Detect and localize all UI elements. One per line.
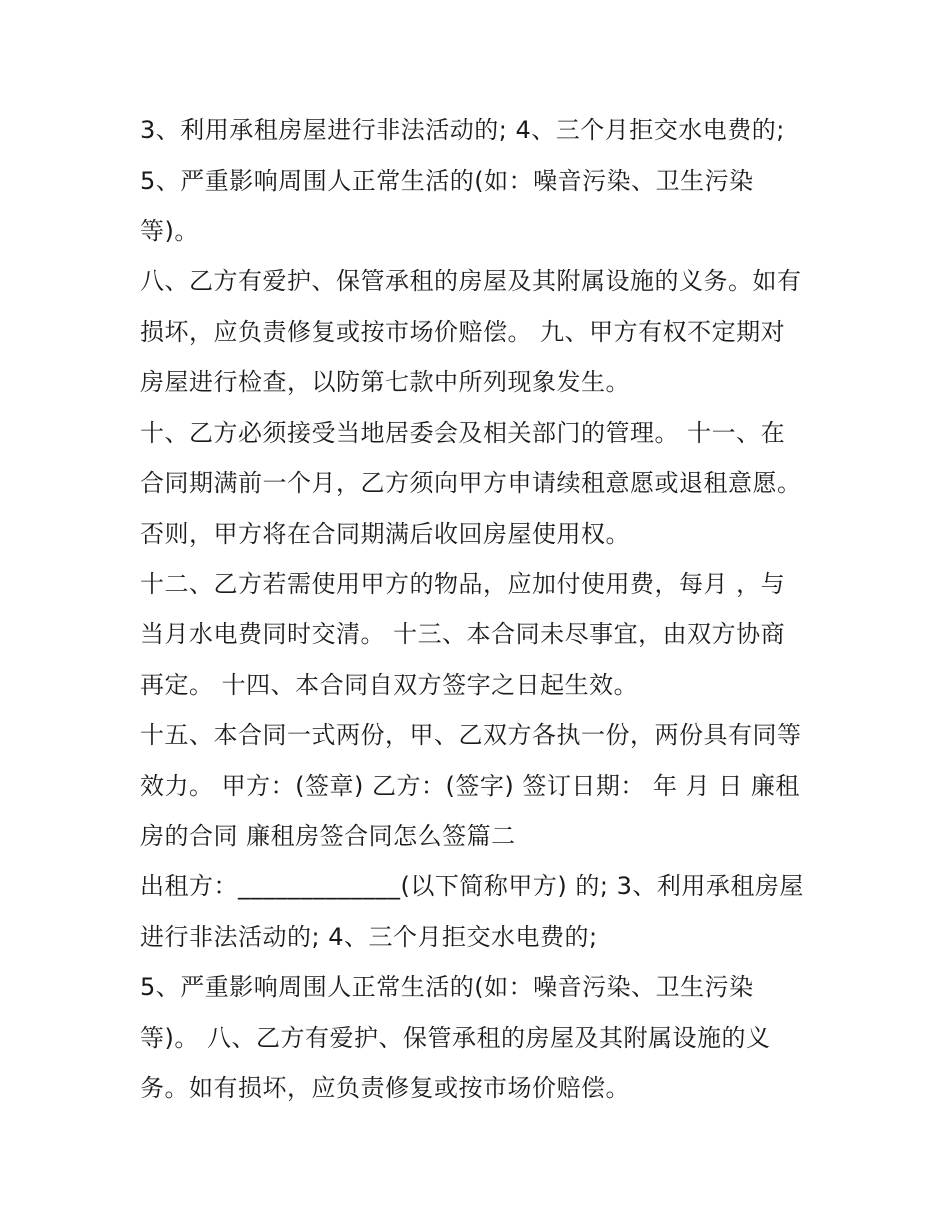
text-line: 否则，甲方将在合同期满后收回房屋使用权。 xyxy=(140,520,630,548)
text-line: 再定。 十四、本合同自双方签字之日起生效。 xyxy=(140,671,639,699)
text-line: 当月水电费同时交清。 十三、本合同未尽事宜，由双方协商 xyxy=(140,620,786,648)
text-line: 3、利用承租房屋进行非法活动的; 4、三个月拒交水电费的; xyxy=(140,116,785,144)
text-line: 八、乙方有爱护、保管承租的房屋及其附属设施的义务。如有 xyxy=(140,267,802,295)
text-line: 5、严重影响周围人正常生活的(如：噪音污染、卫生污染 xyxy=(140,973,754,1001)
text-line: 务。如有损坏，应负责修复或按市场价赔偿。 xyxy=(140,1074,630,1102)
text-line: 十、乙方必须接受当地居委会及相关部门的管理。 十一、在 xyxy=(140,419,786,447)
text-line: 房的合同 廉租房签合同怎么签篇二 xyxy=(140,822,516,850)
text-line: 十二、乙方若需使用甲方的物品，应加付使用费，每月 ，与 xyxy=(140,570,786,598)
text-line: 5、严重影响周围人正常生活的(如：噪音污染、卫生污染 xyxy=(140,167,754,195)
text-line: 房屋进行检查，以防第七款中所列现象发生。 xyxy=(140,368,630,396)
text-line: 等)。 xyxy=(140,217,199,245)
text-line: 损坏，应负责修复或按市场价赔偿。 九、甲方有权不定期对 xyxy=(140,318,786,346)
text-line: 效力。 甲方：(签章) 乙方：(签字) 签订日期： 年 月 日 廉租 xyxy=(140,772,800,800)
text-line: 出租方：_____________(以下简称甲方) 的; 3、利用承租房屋 xyxy=(140,872,804,900)
text-line: 合同期满前一个月，乙方须向甲方申请续租意愿或退租意愿。 xyxy=(140,469,802,497)
text-line: 十五、本合同一式两份，甲、乙双方各执一份，两份具有同等 xyxy=(140,721,802,749)
text-line: 等)。 八、乙方有爱护、保管承租的房屋及其附属设施的义 xyxy=(140,1024,771,1052)
text-line: 进行非法活动的; 4、三个月拒交水电费的; xyxy=(140,923,598,951)
